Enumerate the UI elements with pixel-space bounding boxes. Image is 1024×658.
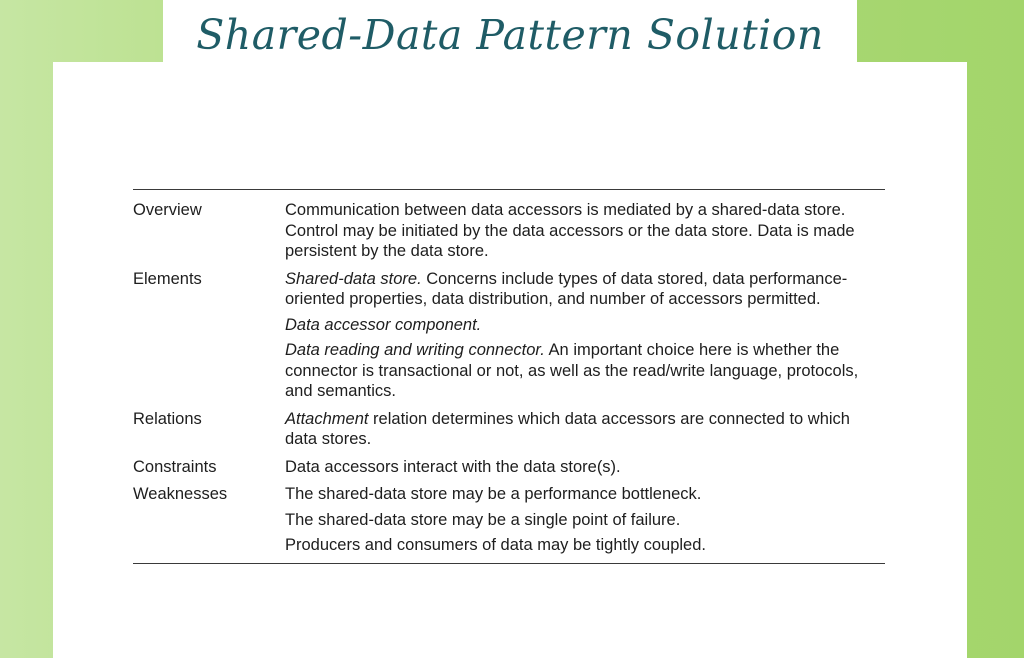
element-shared-data-store: [285, 269, 885, 310]
element-data-reading-writing-connector: [285, 340, 885, 402]
row-body-constraints: [285, 457, 885, 478]
paragraph-text: Communication between data accessors is mediated by a shared-data store. Control may be initiated by the data accessors or the data store. Data is made persistent by the data store.: [285, 201, 855, 260]
paragraph-text: Data accessors interact with the data store(s).: [285, 457, 621, 476]
pattern-table: [133, 189, 885, 564]
paragraph-text: Producers and consumers of data may be tightly coupled.: [285, 536, 706, 554]
row-label-relations: Relations: [133, 409, 202, 428]
overview-paragraph: [285, 200, 885, 262]
weakness-performance-bottleneck: [285, 484, 885, 505]
paragraph-text: The shared-data store may be a single point of failure.: [285, 510, 681, 529]
row-label-weaknesses: Weaknesses: [133, 485, 228, 503]
row-label-elements: Elements: [133, 269, 202, 288]
constraints-paragraph: [285, 457, 885, 478]
weakness-single-point-of-failure: [285, 510, 885, 531]
paragraph-lead: Shared-data store.: [285, 269, 422, 288]
paragraph-lead: Attachment: [285, 409, 369, 428]
paragraph-text: Concerns include types of data stored, data performance-oriented properties, data distribution, and number of accessors permitted.: [285, 269, 848, 308]
table-row-constraints: [133, 457, 885, 478]
row-label-constraints: Constraints: [133, 457, 217, 476]
weakness-tight-coupling: [285, 535, 885, 556]
slide-title: Shared-Data Pattern Solution: [196, 11, 824, 59]
element-data-accessor-component: [285, 315, 885, 336]
row-body-relations: [285, 409, 885, 450]
row-label-overview: Overview: [133, 201, 202, 219]
paragraph-lead: Data accessor component.: [285, 315, 482, 334]
paragraph-text: An important choice here is whether the connector is transactional or not, as well as the read/write language, protocols, and semantics.: [285, 341, 859, 400]
table-row-overview: [133, 200, 885, 262]
table-row-elements: [133, 269, 885, 402]
row-body-weaknesses: [285, 484, 885, 556]
paragraph-text: The shared-data store may be a performance bottleneck.: [285, 485, 702, 503]
row-body-elements: [285, 269, 885, 402]
table-row-relations: [133, 409, 885, 450]
paragraph-text: relation determines which data accessors are connected to which data stores.: [285, 409, 850, 448]
row-body-overview: [285, 200, 885, 262]
table-row-weaknesses: [133, 484, 885, 556]
paragraph-lead: Data reading and writing connector.: [285, 341, 545, 359]
relations-paragraph: [285, 409, 885, 450]
